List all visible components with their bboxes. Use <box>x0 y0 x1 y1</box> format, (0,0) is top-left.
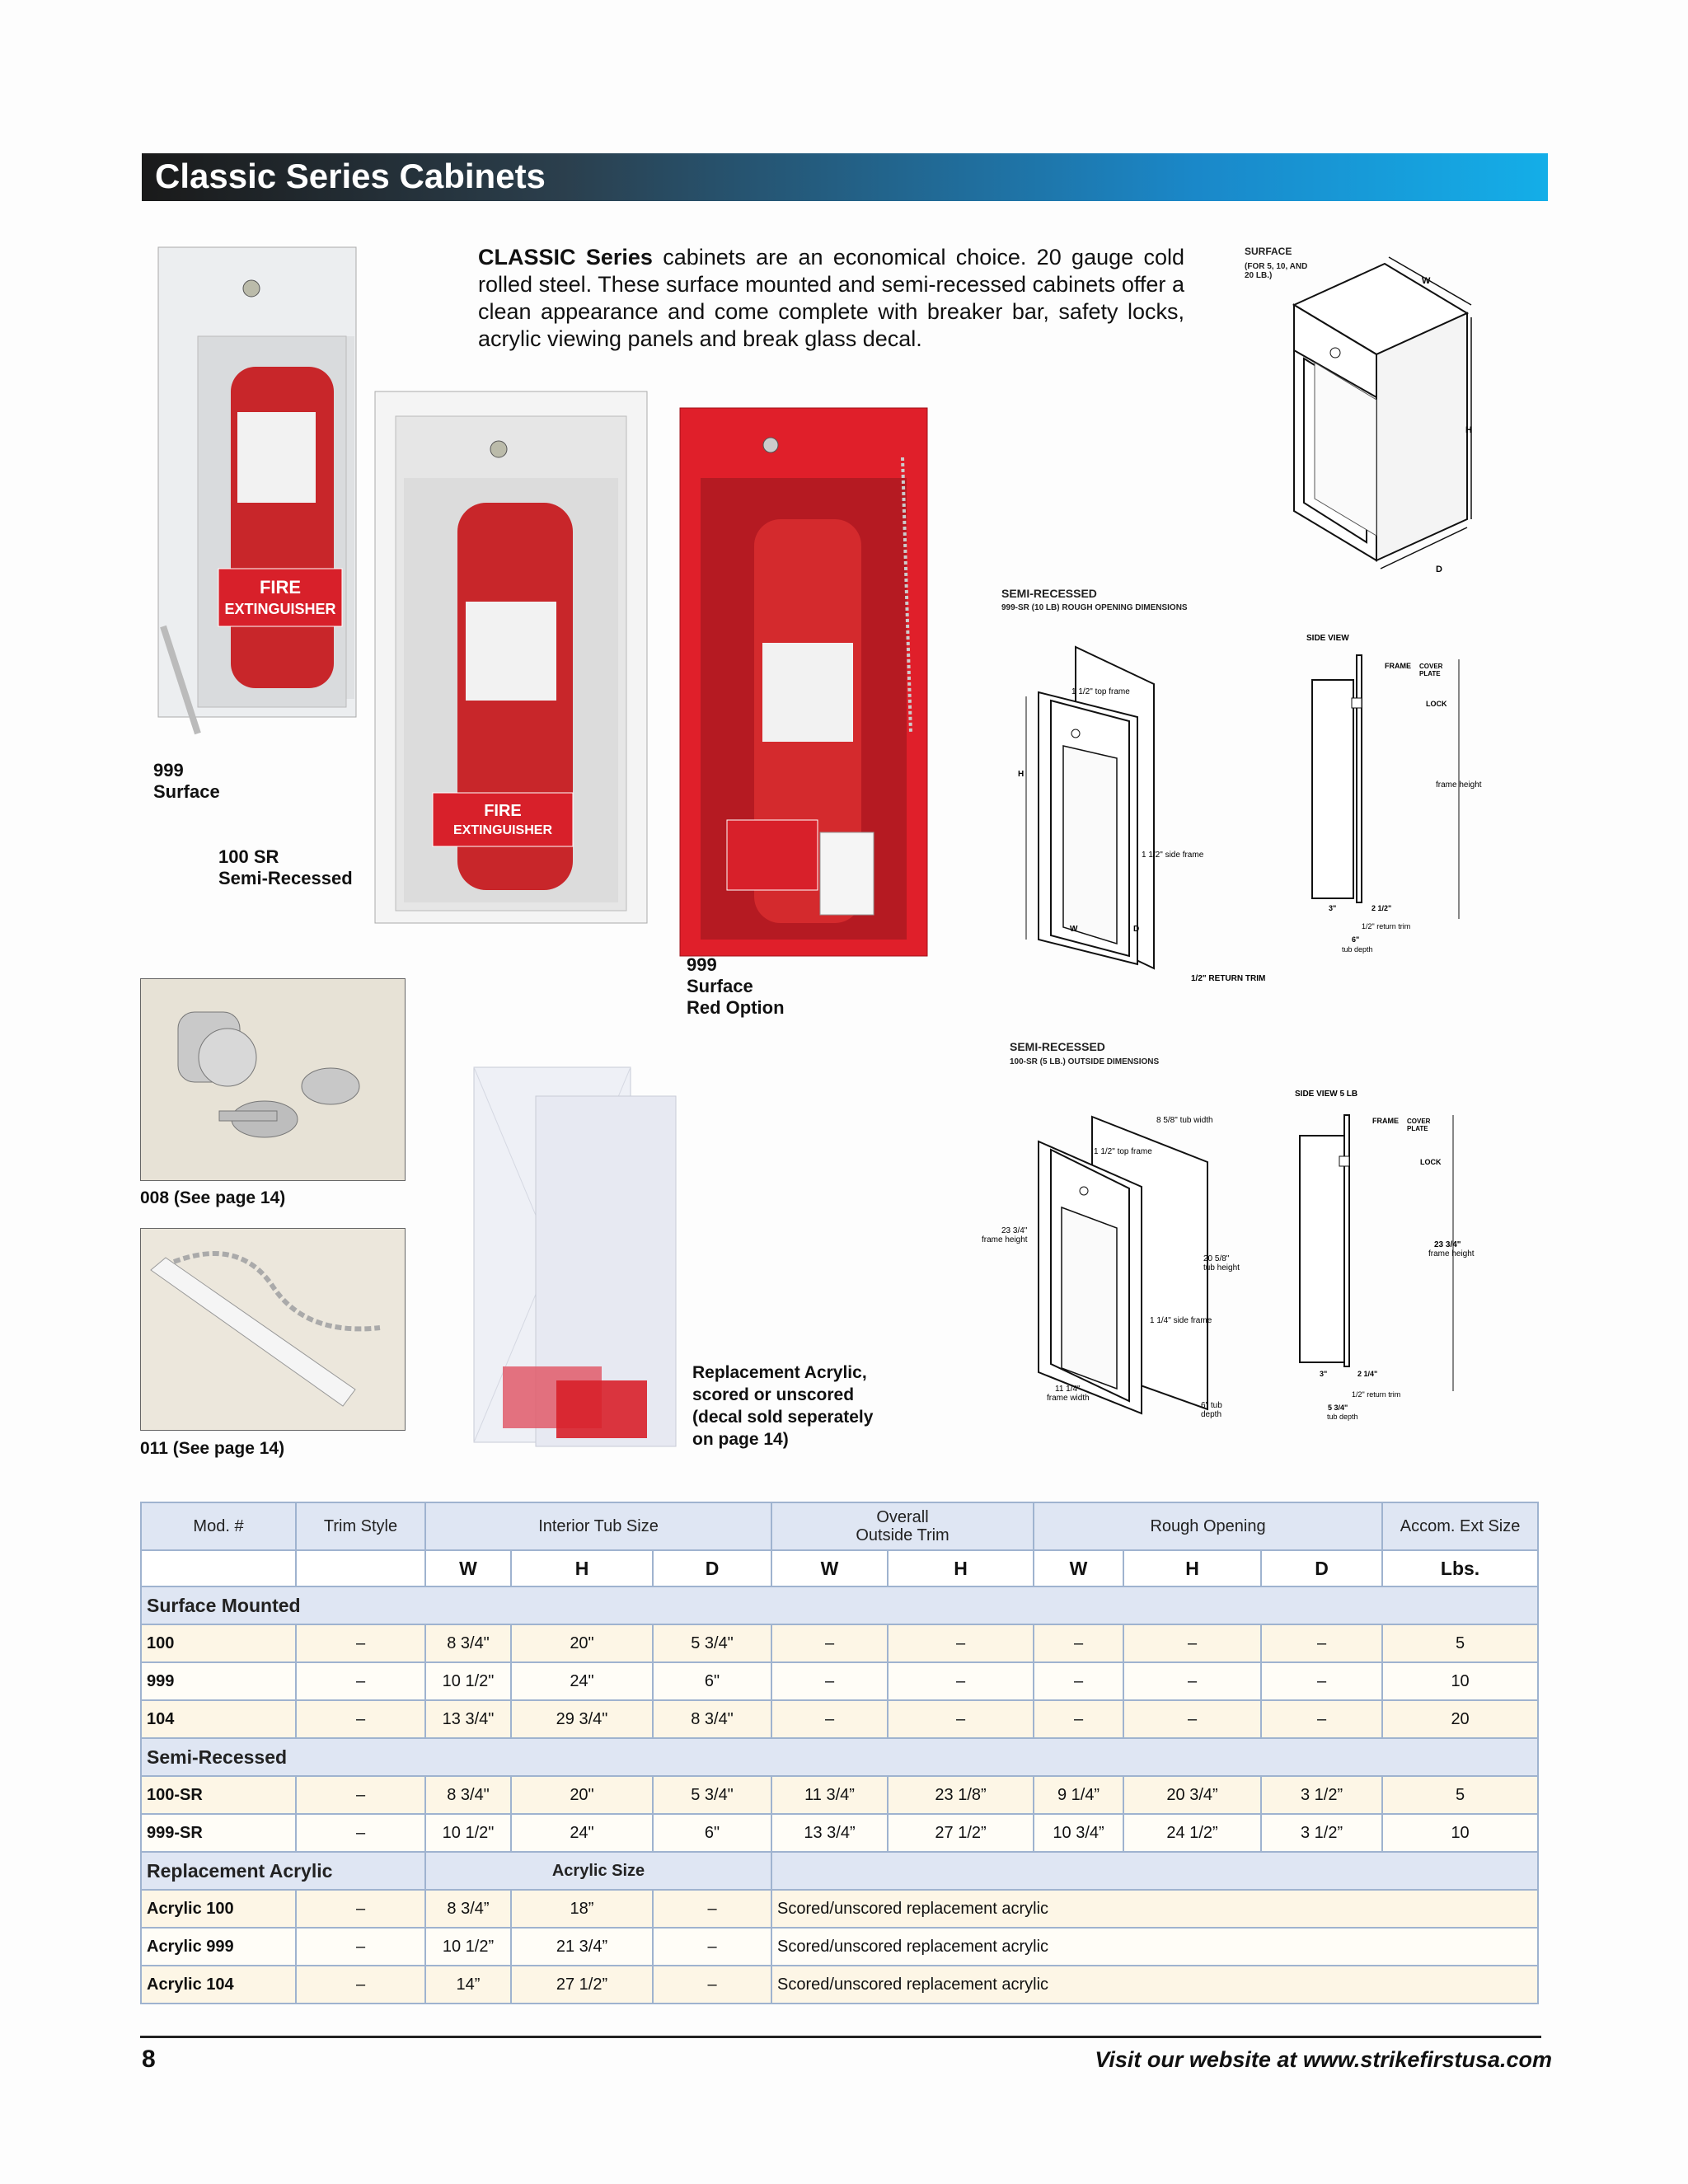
section-acrylic: Replacement Acrylic <box>141 1852 425 1890</box>
diagram-999sr-sub: 999-SR (10 LB) ROUGH OPENING DIMENSIONS <box>1001 603 1188 612</box>
100-dim3: 3" <box>1320 1370 1328 1378</box>
value-cell: 20" <box>511 1624 653 1662</box>
section-header <box>142 153 1548 201</box>
999-frame-height: frame height <box>1436 780 1482 790</box>
100sr-side-frame: 1 1/4" side frame <box>1150 1316 1212 1325</box>
sub-w: W <box>425 1550 511 1586</box>
footer-rule <box>140 2036 1541 2038</box>
value-cell: 5 3/4" <box>653 1624 771 1662</box>
value-cell: – <box>771 1700 888 1738</box>
999-lock: LOCK <box>1426 700 1447 708</box>
999sr-return-trim: 1/2" RETURN TRIM <box>1191 974 1266 983</box>
999-frame-label: FRAME <box>1385 662 1411 670</box>
100-cover-plate: COVER PLATE <box>1407 1118 1431 1132</box>
decal-text-2: EXTINGUISHER <box>224 601 336 617</box>
caption-100sr: 100 SR Semi-Recessed <box>218 846 353 888</box>
model-cell: Acrylic 100 <box>141 1890 296 1928</box>
cabinet-100sr-photo <box>375 391 647 923</box>
value-cell: 8 3/4" <box>425 1776 511 1814</box>
value-cell: – <box>296 1928 425 1966</box>
999-side-view-label: SIDE VIEW <box>1306 634 1349 643</box>
value-cell: – <box>653 1890 771 1928</box>
diagram-surface-title: SURFACE <box>1245 246 1292 257</box>
100sr-frame-w: 11 1/4" <box>1055 1385 1081 1394</box>
surface-cabinet-diagram <box>1269 247 1500 602</box>
value-cell: 24" <box>511 1662 653 1700</box>
model-cell: Acrylic 999 <box>141 1928 296 1966</box>
header-trim: Trim Style <box>296 1502 425 1550</box>
intro-body: cabinets are an economical choice. 20 gauge cold rolled steel. These surface mounted and semi-recessed cabinets offer a clean appearance and come complete with breaker bar, safety locks, acrylic viewing panels and break glass decal. <box>478 245 1184 351</box>
value-cell: 10 1/2” <box>425 1928 511 1966</box>
header-interior: Interior Tub Size <box>425 1502 771 1550</box>
acrylic-row <box>141 1890 1538 1928</box>
surface-row <box>141 1624 1538 1662</box>
value-cell: 8 3/4" <box>653 1700 771 1738</box>
value-cell: – <box>296 1890 425 1928</box>
model-cell: 999-SR <box>141 1814 296 1852</box>
value-cell: 13 3/4" <box>425 1700 511 1738</box>
value-cell: – <box>1034 1662 1123 1700</box>
100-frame-h2: 23 3/4" <box>1434 1240 1461 1249</box>
header-rough: Rough Opening <box>1034 1502 1382 1550</box>
sub-h: H <box>511 1550 653 1586</box>
100-lock: LOCK <box>1420 1158 1442 1166</box>
caption-011: 011 (See page 14) <box>140 1439 285 1458</box>
caption-008: 008 (See page 14) <box>140 1188 286 1207</box>
side-view-100-diagram <box>1290 1086 1508 1432</box>
semi-recessed-100-diagram <box>977 1096 1290 1442</box>
value-cell: – <box>653 1928 771 1966</box>
model-cell: 999 <box>141 1662 296 1700</box>
acrylic-rows <box>141 1890 1538 2004</box>
999-dim212: 2 1/2" <box>1372 904 1392 912</box>
diagram-999sr-title: SEMI-RECESSED <box>1001 587 1097 600</box>
lock-photo <box>140 978 406 1181</box>
cabinet-999-white-photo <box>158 247 356 733</box>
semi-row <box>141 1776 1538 1814</box>
acrylic-row <box>141 1966 1538 2004</box>
999sr-d: D <box>1133 925 1140 934</box>
100sr-tub-d-label: depth <box>1201 1410 1222 1419</box>
spec-table <box>140 1502 1539 2004</box>
value-cell: Scored/unscored replacement acrylic <box>771 1928 1538 1966</box>
value-cell: – <box>1123 1700 1261 1738</box>
value-cell: – <box>653 1966 771 2004</box>
section-acrylic-blank <box>771 1852 1538 1890</box>
100-frame-label: FRAME <box>1372 1117 1399 1125</box>
diagram-100sr-title: SEMI-RECESSED <box>1010 1040 1105 1053</box>
caption-999-surface: 999 Surface <box>153 760 220 802</box>
value-cell: – <box>1123 1662 1261 1700</box>
cabinet-999-red-photo <box>680 408 927 956</box>
100sr-top-frame: 1 1/2" top frame <box>1094 1147 1152 1156</box>
value-cell: 9 1/4” <box>1034 1776 1123 1814</box>
value-cell: 10 <box>1382 1662 1538 1700</box>
999sr-w: W <box>1070 925 1078 934</box>
header-accom: Accom. Ext Size <box>1382 1502 1538 1550</box>
value-cell: 11 3/4” <box>771 1776 888 1814</box>
value-cell: 5 <box>1382 1624 1538 1662</box>
value-cell: 6" <box>653 1662 771 1700</box>
100sr-tub-width: 8 5/8" tub width <box>1156 1116 1213 1125</box>
value-cell: – <box>1123 1624 1261 1662</box>
value-cell: 10 1/2" <box>425 1662 511 1700</box>
value-cell: 27 1/2” <box>888 1814 1034 1852</box>
value-cell: – <box>888 1700 1034 1738</box>
sub-w: W <box>1034 1550 1123 1586</box>
value-cell: 14” <box>425 1966 511 2004</box>
intro-lead: CLASSIC Series <box>478 245 653 269</box>
value-cell: 3 1/2” <box>1261 1776 1382 1814</box>
caption-999-red: 999 Surface Red Option <box>687 954 785 1018</box>
value-cell: 10 1/2" <box>425 1814 511 1852</box>
999sr-side-frame: 1 1/2" side frame <box>1142 851 1204 860</box>
section-acrylic-size: Acrylic Size <box>425 1852 771 1890</box>
sub-h: H <box>1123 1550 1261 1586</box>
section-semi: Semi-Recessed <box>141 1738 1538 1776</box>
decal-text-3: FIRE <box>484 802 522 820</box>
value-cell: 20" <box>511 1776 653 1814</box>
value-cell: – <box>296 1662 425 1700</box>
section-surface: Surface Mounted <box>141 1586 1538 1624</box>
value-cell: 5 <box>1382 1776 1538 1814</box>
sub-d: D <box>1261 1550 1382 1586</box>
sub-w: W <box>771 1550 888 1586</box>
value-cell: 8 3/4” <box>425 1890 511 1928</box>
100sr-tub-h: 20 5/8" <box>1203 1254 1230 1263</box>
surface-rows <box>141 1624 1538 1738</box>
semi-row <box>141 1814 1538 1852</box>
999-dim3: 3" <box>1329 904 1337 912</box>
value-cell: 6" <box>653 1814 771 1852</box>
model-cell: 100-SR <box>141 1776 296 1814</box>
value-cell: 18” <box>511 1890 653 1928</box>
semi-recessed-999-diagram <box>1014 635 1286 997</box>
caption-acrylic: Replacement Acrylic, scored or unscored (decal sold seperately on page 14) <box>692 1363 874 1449</box>
surface-row <box>141 1700 1538 1738</box>
999-cover-plate: COVER PLATE <box>1419 663 1443 677</box>
100-return: 1/2" return trim <box>1352 1390 1401 1399</box>
value-cell: 10 3/4” <box>1034 1814 1123 1852</box>
sub-d: D <box>653 1550 771 1586</box>
website-link[interactable]: Visit our website at www.strikefirstusa.com <box>1095 2047 1552 2072</box>
header-model: Mod. # <box>141 1502 296 1550</box>
value-cell: – <box>1261 1700 1382 1738</box>
value-cell: – <box>1034 1624 1123 1662</box>
page-number: 8 <box>142 2046 156 2073</box>
100-dim214: 2 1/4" <box>1357 1370 1378 1378</box>
100sr-frame-h-label: frame height <box>982 1235 1028 1244</box>
100-tub-depth: tub depth <box>1327 1413 1358 1421</box>
100sr-tub-d: 6" tub <box>1201 1401 1222 1410</box>
surface-w-label: W <box>1422 276 1431 286</box>
value-cell: – <box>771 1662 888 1700</box>
header-overall: Overall Outside Trim <box>771 1502 1034 1550</box>
100-tub534: 5 3/4" <box>1328 1404 1348 1412</box>
value-cell: – <box>296 1624 425 1662</box>
value-cell: 27 1/2” <box>511 1966 653 2004</box>
value-cell: 20 3/4” <box>1123 1776 1261 1814</box>
surface-d-label: D <box>1436 565 1442 574</box>
value-cell: – <box>888 1662 1034 1700</box>
acrylic-panel-photo <box>470 1063 684 1455</box>
breaker-bar-photo <box>140 1228 406 1431</box>
999-tub-depth: tub depth <box>1342 945 1373 954</box>
value-cell: 24 1/2” <box>1123 1814 1261 1852</box>
value-cell: 21 3/4” <box>511 1928 653 1966</box>
value-cell: – <box>771 1624 888 1662</box>
value-cell: Scored/unscored replacement acrylic <box>771 1890 1538 1928</box>
value-cell: 5 3/4" <box>653 1776 771 1814</box>
diagram-100sr-sub: 100-SR (5 LB.) OUTSIDE DIMENSIONS <box>1010 1057 1160 1066</box>
diagram-surface-sub: (FOR 5, 10, AND 20 LB.) <box>1245 262 1308 280</box>
999-tub6: 6" <box>1352 935 1360 944</box>
model-cell: 104 <box>141 1700 296 1738</box>
100-frame-h2-label: frame height <box>1428 1249 1475 1258</box>
value-cell: – <box>296 1814 425 1852</box>
value-cell: – <box>1261 1662 1382 1700</box>
sub-lbs: Lbs. <box>1382 1550 1538 1586</box>
value-cell: – <box>296 1776 425 1814</box>
value-cell: 24" <box>511 1814 653 1852</box>
acrylic-row <box>141 1928 1538 1966</box>
page-title: Classic Series Cabinets <box>155 157 546 195</box>
value-cell: 13 3/4” <box>771 1814 888 1852</box>
value-cell: – <box>296 1700 425 1738</box>
value-cell: 8 3/4" <box>425 1624 511 1662</box>
100sr-frame-h: 23 3/4" <box>1001 1226 1028 1235</box>
value-cell: – <box>296 1966 425 2004</box>
999sr-h: H <box>1018 770 1025 779</box>
value-cell: 29 3/4" <box>511 1700 653 1738</box>
side-view-999-diagram <box>1302 630 1500 968</box>
value-cell: 3 1/2” <box>1261 1814 1382 1852</box>
value-cell: 20 <box>1382 1700 1538 1738</box>
999-return: 1/2" return trim <box>1362 922 1411 930</box>
sub-blank-1 <box>141 1550 296 1586</box>
100-side-view-label: SIDE VIEW 5 LB <box>1295 1090 1358 1099</box>
value-cell: 23 1/8” <box>888 1776 1034 1814</box>
999sr-top-frame: 1 1/2" top frame <box>1071 687 1130 696</box>
surface-h-label: H <box>1465 425 1472 435</box>
model-cell: Acrylic 104 <box>141 1966 296 2004</box>
sub-h: H <box>888 1550 1034 1586</box>
semi-rows <box>141 1776 1538 1852</box>
value-cell: Scored/unscored replacement acrylic <box>771 1966 1538 2004</box>
value-cell: 10 <box>1382 1814 1538 1852</box>
decal-text-1: FIRE <box>259 577 302 598</box>
value-cell: – <box>1261 1624 1382 1662</box>
model-cell: 100 <box>141 1624 296 1662</box>
value-cell: – <box>888 1624 1034 1662</box>
sub-blank-2 <box>296 1550 425 1586</box>
value-cell: – <box>1034 1700 1123 1738</box>
100sr-frame-w-label: frame width <box>1047 1394 1090 1403</box>
surface-row <box>141 1662 1538 1700</box>
decal-text-4: EXTINGUISHER <box>452 823 553 837</box>
100sr-tub-h-label: tub height <box>1203 1263 1240 1272</box>
